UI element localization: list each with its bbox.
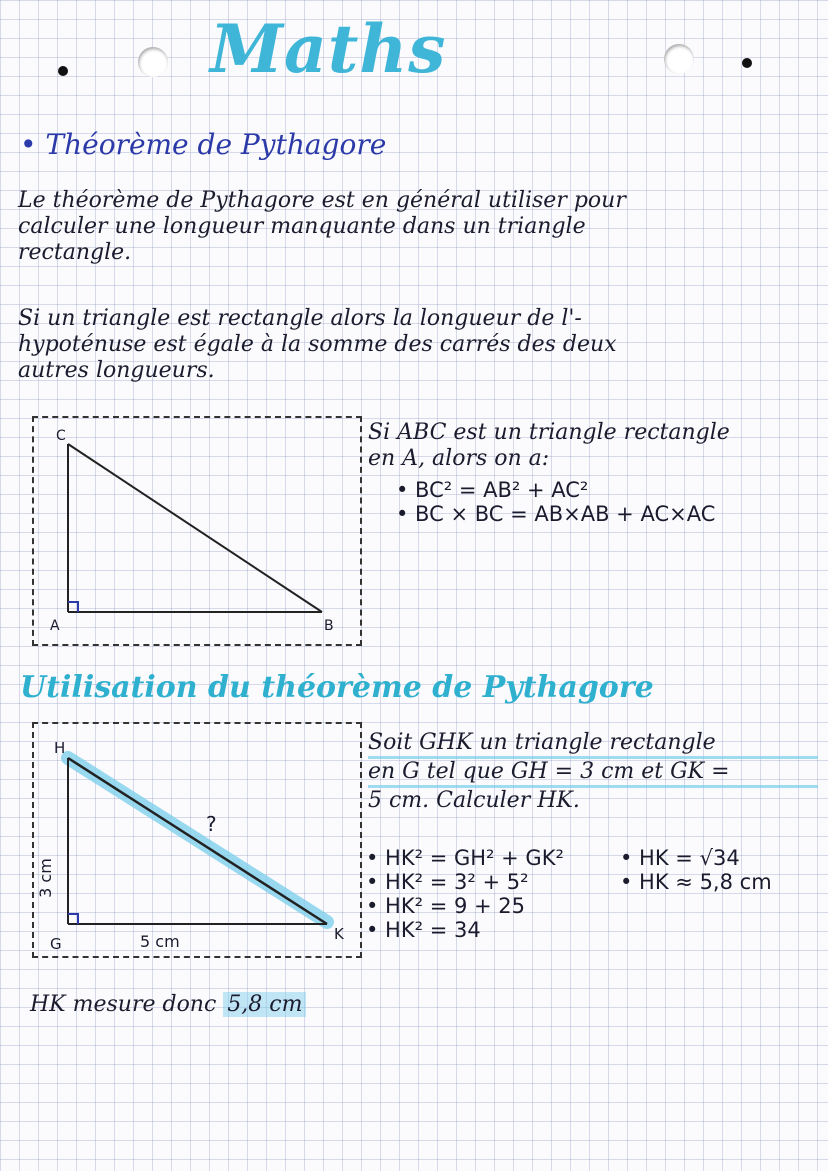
theorem-line-1: Si un triangle est rectangle alors la longueur de l'- bbox=[18, 306, 582, 331]
intro-paragraph bbox=[18, 188, 808, 266]
side-label-horizontal: 5 cm bbox=[140, 932, 180, 951]
step-4: • HK² = 34 bbox=[366, 918, 481, 942]
punch-hole-left bbox=[138, 47, 168, 77]
abc-statement-line-1: Si ABC est un triangle rectangle bbox=[368, 420, 730, 445]
formula-products: • BC × BC = AB×AB + AC×AC bbox=[396, 502, 716, 526]
ghk-statement-line-1: Soit GHK un triangle rectangle bbox=[368, 730, 818, 759]
abc-formulas bbox=[396, 478, 715, 526]
conclusion-prefix: HK mesure donc bbox=[30, 992, 217, 1017]
intro-line-3: rectangle. bbox=[18, 240, 132, 265]
margin-dot-left bbox=[58, 66, 68, 76]
ghk-statement bbox=[368, 730, 818, 814]
vertex-label-c: C bbox=[56, 428, 66, 444]
vertex-label-k: K bbox=[334, 925, 344, 943]
formula-squares: • BC² = AB² + AC² bbox=[396, 478, 589, 502]
vertex-label-b: B bbox=[324, 618, 334, 634]
page-title: Maths bbox=[210, 10, 447, 88]
vertex-label-g: G bbox=[50, 935, 62, 953]
abc-statement bbox=[368, 420, 818, 472]
ghk-statement-line-3: 5 cm. Calculer HK. bbox=[368, 788, 580, 813]
theorem-paragraph bbox=[18, 306, 808, 384]
ghk-results bbox=[620, 846, 772, 894]
ghk-statement-line-2: en G tel que GH = 3 cm et GK = bbox=[368, 759, 818, 788]
theorem-line-2: hypoténuse est égale à la somme des carrés des deux bbox=[18, 332, 617, 357]
result-approx: • HK ≈ 5,8 cm bbox=[620, 870, 772, 894]
section-heading-utilisation: Utilisation du théorème de Pythagore bbox=[20, 670, 654, 705]
section-heading-pythagore: • Théorème de Pythagore bbox=[20, 128, 387, 161]
side-label-vertical: 3 cm bbox=[35, 858, 55, 898]
step-1: • HK² = GH² + GK² bbox=[366, 846, 564, 870]
conclusion bbox=[30, 992, 306, 1018]
intro-line-2: calculer une longueur manquante dans un triangle bbox=[18, 214, 586, 239]
triangle-ghk-diagram bbox=[32, 722, 362, 958]
unknown-side-label: ? bbox=[206, 812, 217, 836]
vertex-label-a: A bbox=[50, 618, 60, 634]
step-3: • HK² = 9 + 25 bbox=[366, 894, 526, 918]
ghk-calculation-steps bbox=[366, 846, 564, 942]
step-2: • HK² = 3² + 5² bbox=[366, 870, 529, 894]
theorem-line-3: autres longueurs. bbox=[18, 358, 215, 383]
margin-dot-right bbox=[742, 58, 752, 68]
triangle-abc-diagram bbox=[32, 416, 362, 646]
intro-line-1: Le théorème de Pythagore est en général utiliser pour bbox=[18, 188, 626, 213]
vertex-label-h: H bbox=[54, 739, 66, 757]
punch-hole-right bbox=[664, 44, 694, 74]
abc-statement-line-2: en A, alors on a: bbox=[368, 446, 550, 471]
conclusion-value: 5,8 cm bbox=[223, 992, 306, 1017]
result-sqrt: • HK = √34 bbox=[620, 846, 740, 870]
